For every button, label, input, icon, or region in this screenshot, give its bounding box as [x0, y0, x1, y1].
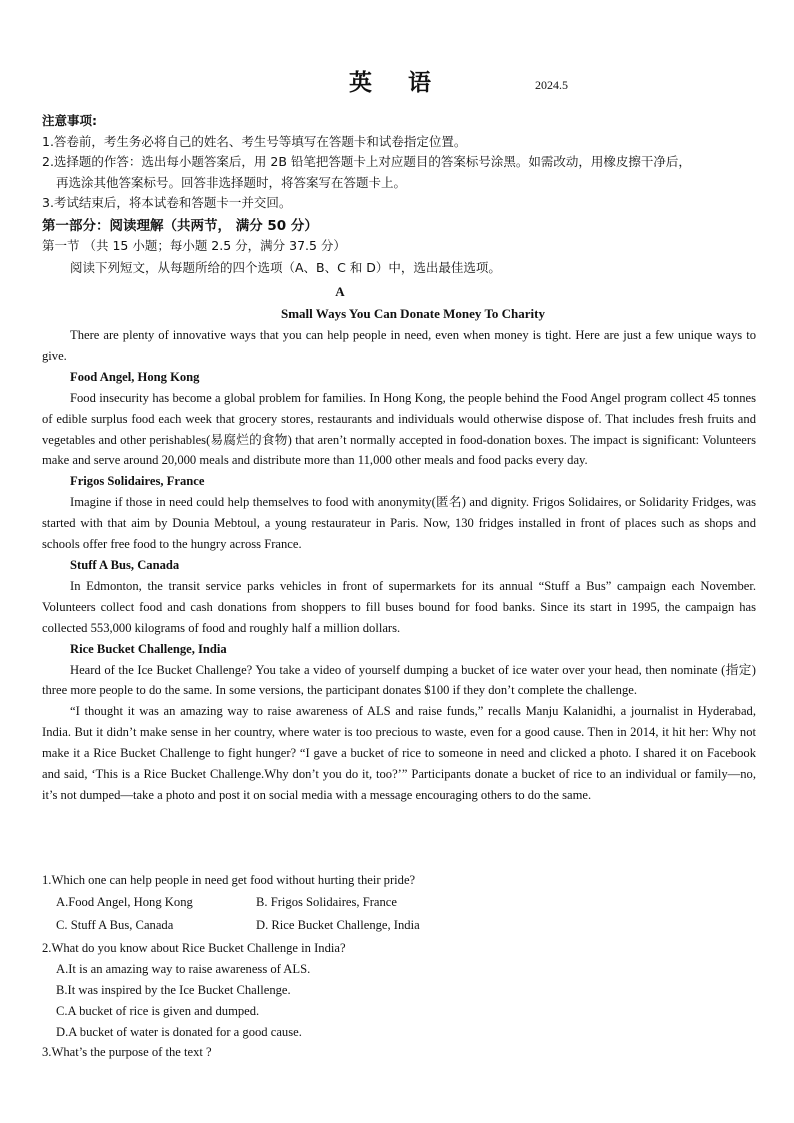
notes-heading: 注意事项:: [42, 113, 97, 128]
option-row: [42, 891, 756, 915]
notes-block: [42, 111, 762, 214]
notes-item: 再选涂其他答案标号。回答非选择题时，将答案写在答题卡上。: [56, 174, 407, 190]
part-title: 第一部分：阅读理解（共两节， 满分 50 分）: [42, 218, 318, 234]
paragraph: Imagine if those in need could help themselves to food with anonymity(匿名) and dignity. Frigos Solidaires, or Solidarity Fridges, was started with that aim by Dounia Mebtoul, a young restaurateur in Paris. Now, 130 fridges installed in front of places such as shops and schools offer free food to the hungry across France.: [42, 495, 756, 552]
section-instruction: 阅读下列短文，从每题所给的四个选项（A、B、C 和 D）中，选出最佳选项。: [70, 260, 501, 275]
option-row: [42, 914, 756, 938]
option-b: B. Frigos Solidaires, France: [256, 894, 397, 909]
notes-item: 3.考试结束后，将本试卷和答题卡一并交回。: [42, 195, 292, 210]
option-d: D. Rice Bucket Challenge, India: [256, 918, 420, 933]
option-c: C.A bucket of rice is given and dumped.: [56, 1003, 260, 1018]
passage-body: [42, 325, 756, 806]
subheading: Stuff A Bus, Canada: [70, 557, 180, 572]
exam-title: 英 语: [348, 69, 445, 96]
exam-date: 2024.5: [535, 78, 568, 92]
subheading: Rice Bucket Challenge, India: [70, 641, 227, 656]
notes-item: 2.选择题的作答：选出每小题答案后，用 2B 铅笔把答题卡上对应题目的答案标号涂黑。如需改动，用橡皮擦干净后，: [42, 154, 691, 169]
option-c: C. Stuff A Bus, Canada: [56, 918, 174, 933]
question-stem: 3.What’s the purpose of the text ?: [42, 1045, 212, 1060]
paragraph: “I thought it was an amazing way to raise awareness of ALS and raise funds,” recalls Manju Kalanidhi, a journalist in Hyderabad, India. But it didn’t make sense in her country, where water is too precious to waste, even for a good cause. Then in 2014, it hit her: Why not make it a Rice Bucket Challenge to fight hunger? “I gave a bucket of rice to someone in need and clicked a photo. I shared it on Facebook and said, ‘This is a Rice Bucket Challenge.Why don’t you do it, too?’” Participants donate a bucket of rice to an individual or family—no, it’s not dumped—take a photo and post it on social media with a message encouraging others to do the same.: [42, 704, 756, 802]
paragraph: Food insecurity has become a global problem for families. In Hong Kong, the people behind the Food Angel program collect 45 tonnes of edible surplus food each week that grocery stores, restaurants and individuals would otherwise dispose of. That includes fresh fruits and vegetables and other perishables(易腐烂的食物) that aren’t normally accepted in food-donation boxes. The impact is significant: Volunteers make and serve around 20,000 meals and distribute more than 11,000 other meals and food packs every day.: [42, 390, 756, 468]
option-a: A.Food Angel, Hong Kong: [56, 894, 193, 909]
paragraph: In Edmonton, the transit service parks vehicles in front of supermarkets for its annual “Stuff a Bus” campaign each November. Volunteers collect food and cash donations from shoppers to fill buses bound for food banks. Since its start in 1995, the campaign has collected 553,000 kilograms of food and roughly half a million dollars.: [42, 578, 756, 635]
option-a: A.It is an amazing way to raise awareness of ALS.: [56, 961, 311, 976]
question-stem: 1.Which one can help people in need get food without hurting their pride?: [42, 873, 416, 887]
notes-item: 1.答卷前，考生务必将自己的姓名、考生号等填写在答题卡和试卷指定位置。: [42, 133, 467, 149]
passage-title: Small Ways You Can Donate Money To Charity: [280, 306, 545, 321]
subheading: Frigos Solidaires, France: [70, 474, 205, 489]
subheading: Food Angel, Hong Kong: [70, 369, 200, 384]
question-stem: 2.What do you know about Rice Bucket Challenge in India?: [42, 940, 346, 955]
paragraph: There are plenty of innovative ways that you can help people in need, even when money is tight. Here are just a few unique ways to give.: [42, 328, 756, 363]
option-b: B.It was inspired by the Ice Bucket Challenge.: [56, 982, 291, 997]
paragraph: Heard of the Ice Bucket Challenge? You take a video of yourself dumping a bucket of ice water over your head, then nominate (指定) three more people to do the same. In some versions, the participant donates $100 if they don’t complete the challenge.: [42, 662, 756, 698]
section-title: 第一节 （共 15 小题；每小题 2.5 分，满分 37.5 分）: [42, 238, 346, 253]
passage-letter: A: [335, 284, 345, 299]
option-d: D.A bucket of water is donated for a good cause.: [56, 1024, 302, 1039]
questions-block: [42, 870, 756, 1063]
